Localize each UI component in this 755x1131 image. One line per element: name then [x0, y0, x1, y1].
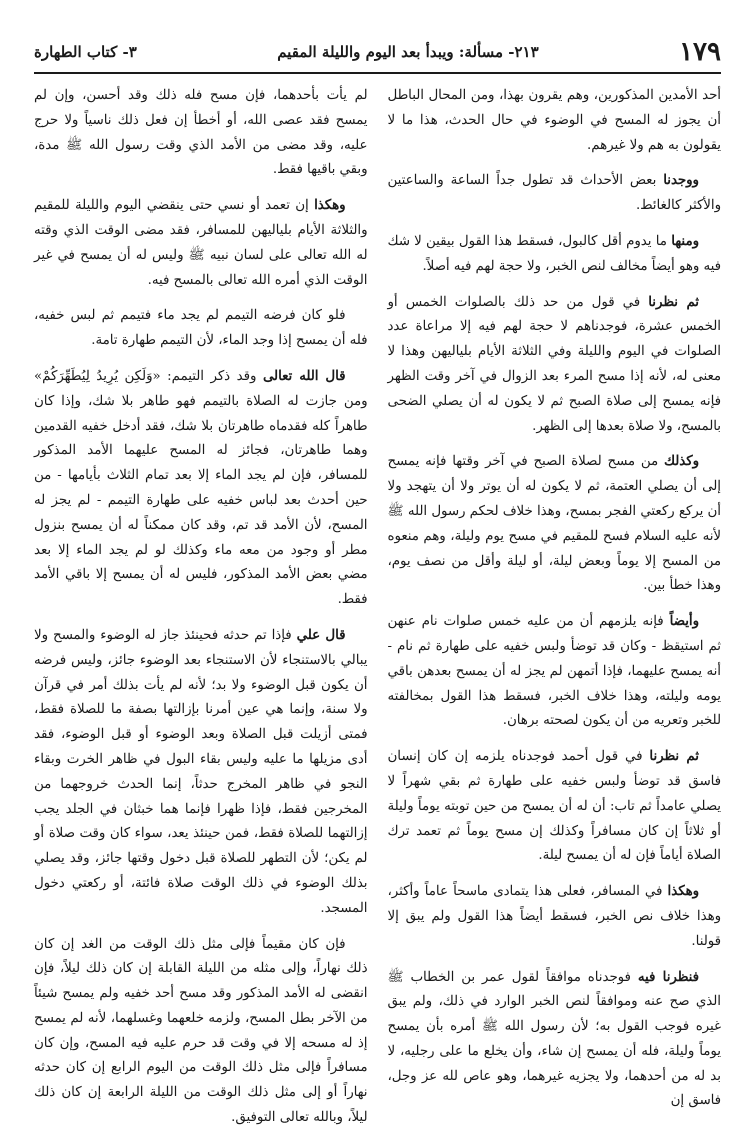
paragraph-lead: ومنها: [671, 233, 699, 249]
left-column: [34, 84, 368, 1126]
paragraph-text: فلو كان فرضه التيمم لم يجد ماء فتيمم ثم لبس خفيه، فله أن يمسح إذا وجد الماء، لأن التيمم طهارة تامة.: [34, 308, 368, 349]
paragraph-text: في قول من حد ذلك بالصلوات الخمس أو الخمس عشرة، فوجدناهم لا حجة لهم فيه إلا مراعاة عدد الصلوات في اليوم والليلة وفي الثلاثة الأيام بلياليهن وهذا لا معنى له، لأنه إذا مسح المرء بعد الزوال في آخر وقت الظهر فإنه يمسح إلى صلاة الصبح ثم لا يكون له أن يصلي الضحى بالمسح، ولا صلاة بعدها إلى الظهر.: [387, 294, 721, 434]
right-column: [387, 84, 722, 1109]
paragraph: [388, 610, 722, 734]
paragraph: [34, 624, 368, 922]
paragraph: [34, 84, 368, 183]
paragraph: [388, 450, 722, 599]
paragraph-lead: ثم نظرنا: [649, 749, 699, 765]
paragraph: [34, 933, 368, 1131]
paragraph: [34, 304, 368, 354]
paragraph-lead: ثم نظرنا: [648, 294, 699, 310]
paragraph: [34, 365, 368, 613]
paragraph-text: وقد ذكر التيمم: «وَلَكِن يُرِيدُ لِيُطَهِّرَكُمْ» ومن جازت له الصلاة بالتيمم فهو طاهر بلا شك، وإذا كان طاهراً كله فقدماه طاهرتان بلا شك، فقد أدخل خفيه القدمين وهما طاهرتان، فجائز له المسح عليهما الأمد المذكور للمسافر، فإن لم يجد الماء إلا بعد تمام الثلاث بأيامها - من حين أحدث بعد لباس خفيه على طهارة التيمم - لم يجز له المسح، لأن الأمد قد تم، وقد كان ممكناً له أن يمسح بنزول مطر أو وجود من معه ماء وكذلك لو لم يجد الماء إلا بعد مضي بعض الأمد المذكور، فليس له أن يمسح إلا باقي الأمد فقط.: [34, 368, 368, 608]
book-title: ٣- كتاب الطهارة: [34, 43, 137, 61]
paragraph-text: إن تعمد أو نسي حتى ينقضي اليوم والليلة للمقيم والثلاثة الأيام بلياليهن للمسافر، فقد مضى الوقت الذي وقته له الله تعالى على لسان نبيه ﷺ وليس له أن يمسح في غير الوقت الذي أمره الله تعالى بالمسح فيه.: [34, 198, 368, 288]
paragraph-text: من مسح لصلاة الصبح في آخر وقتها فإنه يمسح إلى أن يصلي العتمة، ثم لا يكون له أن يوتر ولا أن يتهجد ولا أن يركع ركعتي الفجر بمسح، وهذا خلاف لحكم رسول الله ﷺ لأنه عليه السلام فسح للمقيم في مسح يوم وليلة، وهم منعوه من المسح إلا يوماً وبعض ليلة، أو ليلة وأقل من نصف يوم، وهذا خطأ بين.: [387, 454, 721, 594]
paragraph-text: ما يدوم أقل كالبول، فسقط هذا القول بيقين لا شك فيه وهو أيضاً مخالف لنص الخبر، ولا حجة لهم فيه أصلاً.: [387, 233, 721, 274]
paragraph-text: بعض الأحداث قد تطول جداً الساعة والساعتين والأكثر كالغائط.: [387, 173, 721, 214]
paragraph: [34, 194, 368, 293]
paragraph-lead: وهكذا: [314, 198, 346, 214]
paragraph: [388, 169, 722, 219]
paragraph-text: فإن كان مقيماً فإلى مثل ذلك الوقت من الغد إن كان ذلك نهاراً، وإلى مثله من الليلة القابلة إن كان ذلك ليلاً، فإن انقضى له الأمد المذكور وقد مسح أحد خفيه ولم يمسح شيئاً من الآخر بطل المسح، ولزمه خلعهما وغسلهما، لأنه لم يمسح إذ له مسحه إلا في وقت قد حرم عليه فيه المسح، وإن كان مسافراً فإلى مثل ذلك الوقت من اليوم الرابع إن كان حدثه نهاراً أو إلى مثل ذلك الوقت من الليلة الرابعة إن كان ذلك ليلاً، وبالله تعالى التوفيق.: [34, 936, 368, 1126]
paragraph-text: أحد الأمدين المذكورين، وهم يقرون بهذا، ومن المحال الباطل أن يجوز له المسح في الوضوء في حال الحدث، هذا ما لا يقولون به هم ولا غيرهم.: [387, 88, 721, 153]
paragraph: [388, 230, 722, 280]
page-number: ١٧٩: [679, 37, 721, 67]
page-header: [34, 32, 721, 74]
paragraph-text: لم يأت بأحدهما، فإن مسح فله ذلك وقد أحسن، وإن لم يمسح فقد عصى الله، أو أخطأ إن فعل ذلك ناسياً ولا حرج عليه، وقد مضى من الأمد الذي وقت رسول الله ﷺ مدة، وبقي باقيها فقط.: [34, 88, 368, 178]
paragraph-text: فإذا تم حدثه فحينئذ جاز له الوضوء والمسح ولا يبالي بالاستنجاء لأن الاستنجاء بعد الوضوء جائز، وليس فرضه أن يكون قبل الوضوء ولا بد؛ لأنه لم يأت بذلك أمر في قرآن ولا سنة، وإنما هي عين أمرنا بإزالتها بصفة ما للصلاة فقط، فمتى أزيلت قبل الصلاة وبعد الوضوء أو قبل الوضوء، فقد أدى مزيلها ما عليه وليس بقاء البول في ظاهر الخرت وبقاء النجو في ظاهر المخرج حدثاً، إنما الحدث خروجهما من المخرجين فقط، فإذا ظهرا فإنما هما خبثان في الجلد يجب إزالتهما للصلاة فقط، فمن حينئذ يعد، سواء كان وقت صلاة أو لم يكن؛ لأن التطهر للصلاة قبل دخول وقتها جائز، وقد يصلي بذلك الوضوء في ذلك الوقت صلاة فائتة، أو ركعتي دخول المسجد.: [34, 627, 368, 916]
paragraph-lead: قال علي: [296, 627, 346, 643]
paragraph-text: فإنه يلزمهم أن من عليه خمس صلوات نام عنهن ثم استيقظ - وكان قد توضأ ولبس خفيه على طهارة ثم نام - أنه يمسح عليهما، فإذا أتمهن لم يجز له أن يمسح بعدهن باقي يومه وليلته، وهذا خلاف الخبر، فسقط هذا القول بمخالفته للخبر وتعريه من أن يكون لصحته برهان.: [387, 614, 721, 729]
paragraph-text: في المسافر، فعلى هذا يتمادى ماسحاً عاماً وأكثر، وهذا خلاف نص الخبر، فسقط أيضاً هذا القول ولم يبق إلا قولنا.: [387, 884, 721, 949]
paragraph-lead: فنظرنا فيه: [637, 969, 700, 985]
paragraph-lead: قال الله تعالى: [262, 368, 346, 384]
paragraph: [388, 966, 722, 1115]
paragraph-text: فوجدناه موافقاً لقول عمر بن الخطاب ﷺ الذي صح عنه وموافقاً لنص الخبر الوارد في ذلك، ولم يبق غيره فوجب القول به؛ لأن رسول الله ﷺ أمره بأن يمسح يوماً وليلة، فله أن يمسح إن شاء، وأن يخلع ما على رجليه، لا بد له من أحدهما، ولا يجزيه غيرهما، وهو عاص لله عز وجل، فاسق إن: [387, 969, 721, 1109]
text-columns: [34, 84, 721, 1126]
paragraph: [388, 84, 722, 158]
paragraph: [388, 291, 722, 440]
paragraph-lead: وكذلك: [664, 454, 699, 470]
paragraph-text: في قول أحمد فوجدناه يلزمه إن كان إنسان فاسق قد توضأ ولبس خفيه على طهارة ثم بقي شهراً لا يصلي عامداً ثم تاب: أن له أن يمسح من حين توبته يوماً وليلة أو ثلاثاً إن كان مسافراً وكذلك إن مسح يوماً ثم تعمد ترك الصلاة أياماً فإن له أن يمسح ليلة.: [387, 749, 721, 864]
paragraph: [388, 880, 722, 954]
paragraph: [388, 745, 722, 869]
running-title: ٢١٣- مسألة: ويبدأ بعد اليوم والليلة المقيم: [277, 43, 539, 61]
paragraph-lead: وأيضاً: [669, 614, 700, 630]
paragraph-lead: وهكذا: [667, 884, 699, 900]
paragraph-lead: ووجدنا: [663, 173, 699, 189]
